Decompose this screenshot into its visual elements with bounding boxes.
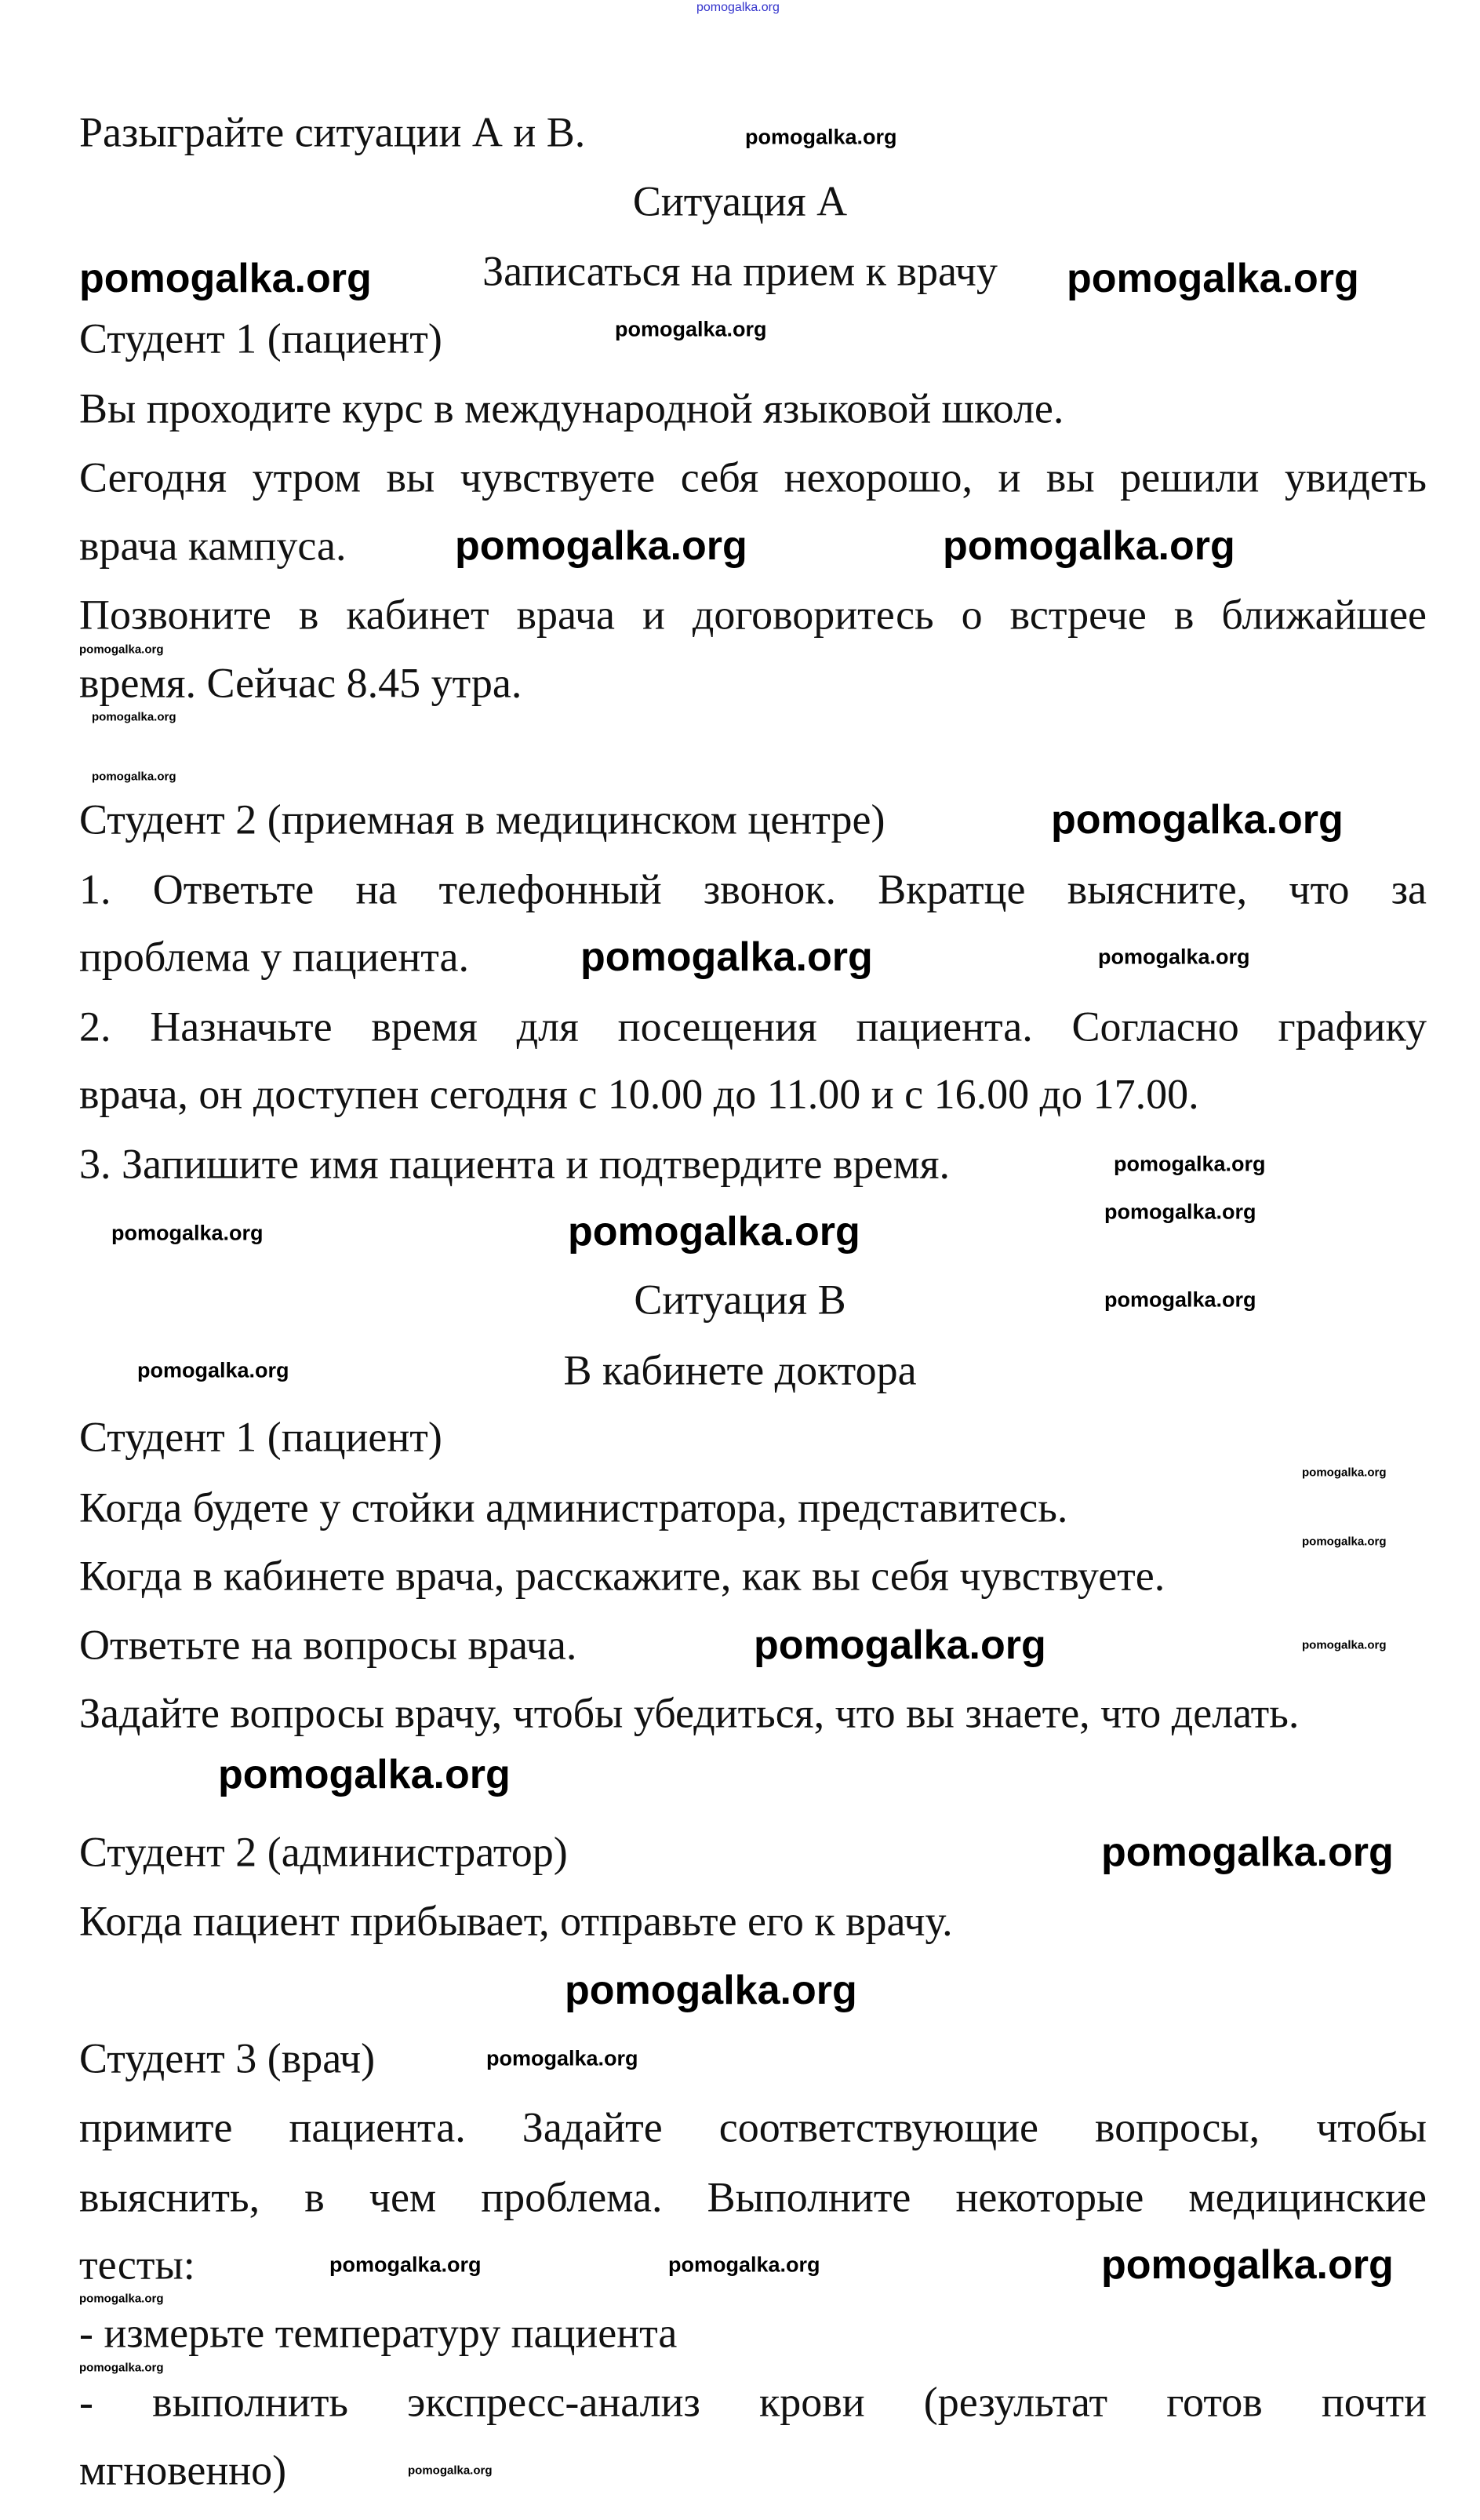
watermark: pomogalka.org xyxy=(615,317,767,341)
watermark: pomogalka.org xyxy=(943,523,1235,569)
watermark: pomogalka.org xyxy=(1302,1466,1387,1480)
watermark: pomogalka.org xyxy=(79,256,372,301)
paragraph-line: тесты: xyxy=(79,2241,195,2289)
paragraph-line: проблема у пациента. xyxy=(79,933,469,981)
watermark: pomogalka.org xyxy=(79,2361,164,2375)
situation-b-student3-heading: Студент 3 (врач) xyxy=(79,2034,376,2082)
watermark: pomogalka.org xyxy=(1104,1200,1256,1224)
situation-b-title: Ситуация В xyxy=(634,1276,846,1324)
paragraph-line: выяснить, в чем проблема. Выполните некоторые медицинские xyxy=(79,2173,1427,2221)
watermark: pomogalka.org xyxy=(218,1752,511,1797)
paragraph-line: Когда пациент прибывает, отправьте его к врачу. xyxy=(79,1897,953,1945)
watermark: pomogalka.org xyxy=(745,125,897,149)
paragraph-line: Вы проходите курс в международной языковой школе. xyxy=(79,384,1064,432)
paragraph-line: 2. Назначьте время для посещения пациента. Согласно графику xyxy=(79,1003,1427,1051)
watermark: pomogalka.org xyxy=(1302,1535,1387,1549)
watermark: pomogalka.org xyxy=(1067,256,1359,301)
paragraph-line: Когда в кабинете врача, расскажите, как вы себя чувствуете. xyxy=(79,1552,1165,1600)
paragraph-line: 1. Ответьте на телефонный звонок. Вкратце выясните, что за xyxy=(79,865,1427,913)
situation-b-student2-heading: Студент 2 (администратор) xyxy=(79,1828,568,1876)
watermark: pomogalka.org xyxy=(79,643,164,657)
paragraph-line: мгновенно) xyxy=(79,2446,287,2494)
paragraph-line: 3. Запишите имя пациента и подтвердите время. xyxy=(79,1140,950,1188)
watermark: pomogalka.org xyxy=(580,934,873,980)
watermark: pomogalka.org xyxy=(1098,945,1250,969)
situation-a-student1-heading: Студент 1 (пациент) xyxy=(79,315,442,362)
watermark: pomogalka.org xyxy=(1114,1152,1266,1176)
watermark: pomogalka.org xyxy=(754,1622,1046,1668)
situation-b-subtitle: В кабинете доктора xyxy=(563,1346,917,1394)
paragraph-line: врача кампуса. xyxy=(79,522,347,570)
paragraph-line: Когда будете у стойки администратора, представитесь. xyxy=(79,1484,1068,1531)
paragraph-line: Задайте вопросы врачу, чтобы убедиться, что вы знаете, что делать. xyxy=(79,1689,1300,1737)
watermark: pomogalka.org xyxy=(92,710,176,724)
situation-b-student1-heading: Студент 1 (пациент) xyxy=(79,1413,442,1461)
watermark: pomogalka.org xyxy=(79,2292,164,2306)
watermark: pomogalka.org xyxy=(668,2252,820,2277)
watermark: pomogalka.org xyxy=(1104,1287,1256,1312)
paragraph-line: Ответьте на вопросы врача. xyxy=(79,1621,577,1669)
paragraph-line: врача, он доступен сегодня с 10.00 до 11.00 и с 16.00 до 17.00. xyxy=(79,1070,1199,1118)
list-item: - измерьте температуру пациента xyxy=(79,2309,678,2357)
situation-a-subtitle: Записаться на прием к врачу xyxy=(482,247,998,295)
watermark: pomogalka.org xyxy=(111,1221,264,1245)
paragraph-line: примите пациента. Задайте соответствующие вопросы, чтобы xyxy=(79,2103,1427,2151)
watermark: pomogalka.org xyxy=(137,1358,289,1382)
paragraph-line: время. Сейчас 8.45 утра. xyxy=(79,659,522,707)
paragraph-line: Позвоните в кабинет врача и договоритесь о встрече в ближайшее xyxy=(79,591,1427,639)
paragraph-line: Сегодня утром вы чувствуете себя нехорошо, и вы решили увидеть xyxy=(79,453,1427,501)
watermark: pomogalka.org xyxy=(1101,1830,1394,1875)
watermark: pomogalka.org xyxy=(568,1209,860,1255)
watermark: pomogalka.org xyxy=(92,770,176,784)
watermark: pomogalka.org xyxy=(455,523,747,569)
watermark: pomogalka.org xyxy=(1302,1638,1387,1652)
watermark-top: pomogalka.org xyxy=(696,1,780,14)
list-item: - выполнить экспресс-анализ крови (результат готов почти xyxy=(79,2378,1427,2426)
watermark: pomogalka.org xyxy=(486,2046,638,2070)
watermark: pomogalka.org xyxy=(1051,797,1344,843)
situation-a-title: Ситуация А xyxy=(632,177,848,225)
watermark: pomogalka.org xyxy=(329,2252,482,2277)
watermark: pomogalka.org xyxy=(408,2464,493,2478)
watermark: pomogalka.org xyxy=(565,1968,857,2013)
situation-a-student2-heading: Студент 2 (приемная в медицинском центре) xyxy=(79,796,885,843)
intro-text: Разыграйте ситуации А и В. xyxy=(79,108,586,156)
watermark: pomogalka.org xyxy=(1101,2242,1394,2288)
